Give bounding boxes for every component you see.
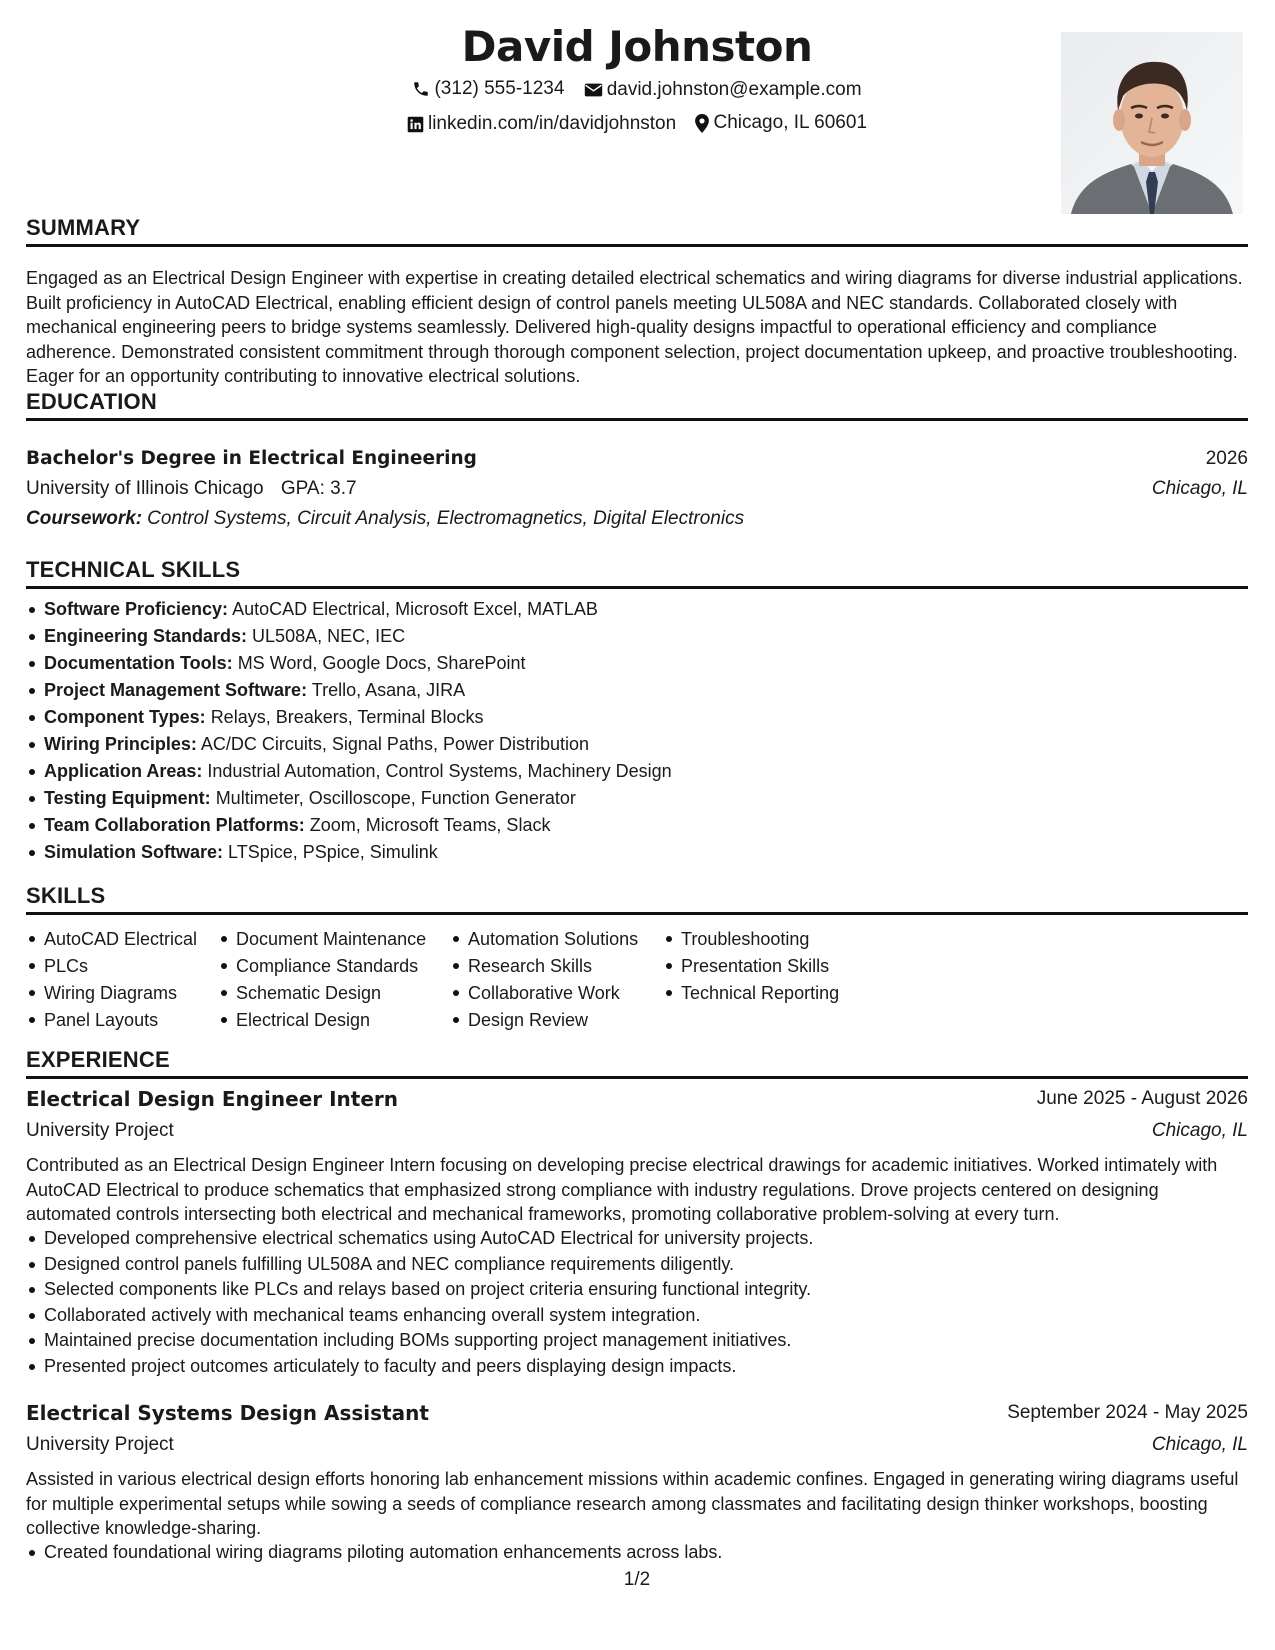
envelope-icon <box>584 82 603 98</box>
technical-skill-value: MS Word, Google Docs, SharePoint <box>237 653 526 673</box>
skill-item: Presentation Skills <box>681 953 861 980</box>
skill-item: Technical Reporting <box>681 980 861 1007</box>
job-2-dates: September 2024 - May 2025 <box>1007 1402 1248 1423</box>
experience-bullet: Designed control panels fulfilling UL508A and NEC compliance requirements diligently. <box>44 1252 1266 1278</box>
technical-skill-label: Simulation Software: <box>44 842 224 862</box>
email-text[interactable]: david.johnston@example.com <box>606 79 862 100</box>
technical-skill-item <box>44 812 1266 839</box>
technical-skill-value: Industrial Automation, Control Systems, Machinery Design <box>207 761 672 781</box>
experience-bullet: Presented project outcomes articulately to faculty and peers displaying design impacts. <box>44 1354 1266 1380</box>
experience-bullet: Developed comprehensive electrical schematics using AutoCAD Electrical for university projects. <box>44 1226 1266 1252</box>
technical-skill-value: Multimeter, Oscilloscope, Function Generator <box>215 788 576 808</box>
school-name: University of Illinois Chicago <box>26 478 264 499</box>
skill-item: AutoCAD Electrical <box>44 926 218 953</box>
job-2-bullets <box>26 1540 1266 1566</box>
job-2-org-row <box>26 1432 1248 1458</box>
skills-column <box>26 926 218 1034</box>
technical-skill-label: Application Areas: <box>44 761 203 781</box>
skill-item: Wiring Diagrams <box>44 980 218 1007</box>
skills-column <box>450 926 663 1034</box>
profile-photo <box>1061 32 1243 214</box>
technical-skill-item <box>44 704 1266 731</box>
coursework-text: Control Systems, Circuit Analysis, Electromagnetics, Digital Electronics <box>147 508 745 529</box>
candidate-name: David Johnston <box>461 22 813 71</box>
coursework-row <box>26 506 1248 532</box>
technical-skill-item <box>44 758 1266 785</box>
job-1-org-row <box>26 1118 1248 1144</box>
skills-column <box>218 926 450 1034</box>
location-text: Chicago, IL 60601 <box>713 112 868 133</box>
technical-skill-label: Team Collaboration Platforms: <box>44 815 305 835</box>
skill-item: Schematic Design <box>236 980 450 1007</box>
technical-skill-label: Engineering Standards: <box>44 626 248 646</box>
map-pin-icon <box>695 114 709 133</box>
section-title-experience: EXPERIENCE <box>26 1046 1248 1079</box>
job-1-org: University Project <box>26 1120 174 1141</box>
contact-phone <box>412 74 564 104</box>
degree-title: Bachelor's Degree in Electrical Engineering <box>26 448 477 469</box>
technical-skill-label: Component Types: <box>44 707 206 727</box>
section-title-summary: SUMMARY <box>26 214 1248 247</box>
experience-bullet: Created foundational wiring diagrams piloting automation enhancements across labs. <box>44 1540 1266 1566</box>
phone-icon <box>412 80 430 98</box>
skill-item: Compliance Standards <box>236 953 450 980</box>
skills-column <box>663 926 861 1034</box>
technical-skill-item <box>44 731 1266 758</box>
technical-skill-value: Relays, Breakers, Terminal Blocks <box>210 707 484 727</box>
school-info <box>26 476 357 502</box>
linkedin-icon <box>407 116 424 133</box>
technical-skill-item <box>44 677 1266 704</box>
skill-item: Document Maintenance <box>236 926 450 953</box>
section-title-technical-skills: TECHNICAL SKILLS <box>26 556 1248 589</box>
contact-linkedin[interactable] <box>407 109 676 139</box>
contact-location <box>695 108 867 138</box>
technical-skill-value: Trello, Asana, JIRA <box>311 680 466 700</box>
skill-item: Automation Solutions <box>468 926 663 953</box>
job-1-bullets <box>26 1226 1266 1379</box>
skill-item: PLCs <box>44 953 218 980</box>
linkedin-text[interactable]: linkedin.com/in/davidjohnston <box>427 113 677 134</box>
skill-item: Panel Layouts <box>44 1007 218 1034</box>
job-2-org: University Project <box>26 1434 174 1455</box>
experience-bullet: Maintained precise documentation including BOMs supporting project management initiatives. <box>44 1328 1266 1354</box>
job-1-location: Chicago, IL <box>1151 1120 1248 1141</box>
section-title-skills: SKILLS <box>26 882 1248 915</box>
experience-bullet: Selected components like PLCs and relays based on project criteria ensuring functional integrity. <box>44 1277 1266 1303</box>
technical-skills-list <box>26 596 1266 866</box>
skill-item: Design Review <box>468 1007 663 1034</box>
phone-text: (312) 555-1234 <box>434 78 565 99</box>
summary-text: Engaged as an Electrical Design Engineer with expertise in creating detailed electrical schematics and wiring diagrams for diverse industrial applications. Built proficiency in AutoCAD Electrical, enabling efficient design of control panels meeting UL508A and NEC standards. Collaborated closely with mechanical engineering peers to bridge systems seamlessly. Delivered high-quality designs impactful to operational efficiency and compliance adherence. Demonstrated consistent commitment through thorough component selection, project documentation upkeep, and proactive troubleshooting. Eager for an opportunity contributing to innovative electrical solutions. <box>26 268 1243 386</box>
technical-skill-value: AC/DC Circuits, Signal Paths, Power Distribution <box>200 734 590 754</box>
graduation-year: 2026 <box>1205 448 1248 469</box>
skill-item: Electrical Design <box>236 1007 450 1034</box>
job-2-title: Electrical Systems Design Assistant <box>26 1401 429 1425</box>
technical-skill-item <box>44 650 1266 677</box>
job-2-title-row <box>26 1400 1248 1426</box>
section-title-education: EDUCATION <box>26 388 1248 421</box>
education-row-degree <box>26 446 1248 472</box>
technical-skill-label: Documentation Tools: <box>44 653 233 673</box>
experience-bullet: Collaborated actively with mechanical teams enhancing overall system integration. <box>44 1303 1266 1329</box>
job-1-description: Contributed as an Electrical Design Engineer Intern focusing on developing precise electrical drawings for academic initiatives. Worked intimately with AutoCAD Electrical to produce schematics that emphasized strong compliance with industry regulations. Drove projects centered on designing automated controls intersecting both electrical and mechanical frameworks, promoting collaborative problem-solving at every turn. <box>26 1155 1218 1224</box>
technical-skill-value: Zoom, Microsoft Teams, Slack <box>309 815 551 835</box>
school-location: Chicago, IL <box>1151 478 1248 499</box>
technical-skill-item <box>44 785 1266 812</box>
gpa: GPA: 3.7 <box>280 478 357 499</box>
skills-grid <box>26 926 861 1034</box>
job-2-description: Assisted in various electrical design efforts honoring lab enhancement missions within academic confines. Engaged in generating wiring diagrams useful for multiple experimental setups while sowing a seeds of compliance research among classmates and facilitating design thinker workshops, boosting collective knowledge-sharing. <box>26 1469 1239 1538</box>
skill-item: Research Skills <box>468 953 663 980</box>
education-row-school <box>26 476 1248 502</box>
technical-skill-value: LTSpice, PSpice, Simulink <box>228 842 438 862</box>
resume-page <box>26 0 1248 1650</box>
job-2-location: Chicago, IL <box>1151 1434 1248 1455</box>
technical-skill-value: AutoCAD Electrical, Microsoft Excel, MATLAB <box>232 599 598 619</box>
skill-item: Collaborative Work <box>468 980 663 1007</box>
coursework-label: Coursework: <box>26 508 143 529</box>
skill-item: Troubleshooting <box>681 926 861 953</box>
technical-skill-item <box>44 839 1266 866</box>
technical-skill-item <box>44 623 1266 650</box>
page-number: 1/2 <box>623 1569 651 1590</box>
technical-skill-item <box>44 596 1266 623</box>
job-1-dates: June 2025 - August 2026 <box>1036 1088 1248 1109</box>
technical-skill-label: Project Management Software: <box>44 680 308 700</box>
technical-skill-label: Software Proficiency: <box>44 599 229 619</box>
job-1-title: Electrical Design Engineer Intern <box>26 1087 399 1111</box>
technical-skill-label: Wiring Principles: <box>44 734 197 754</box>
technical-skill-value: UL508A, NEC, IEC <box>252 626 406 646</box>
technical-skill-label: Testing Equipment: <box>44 788 211 808</box>
contact-email[interactable] <box>584 75 862 105</box>
job-1-title-row <box>26 1086 1248 1112</box>
